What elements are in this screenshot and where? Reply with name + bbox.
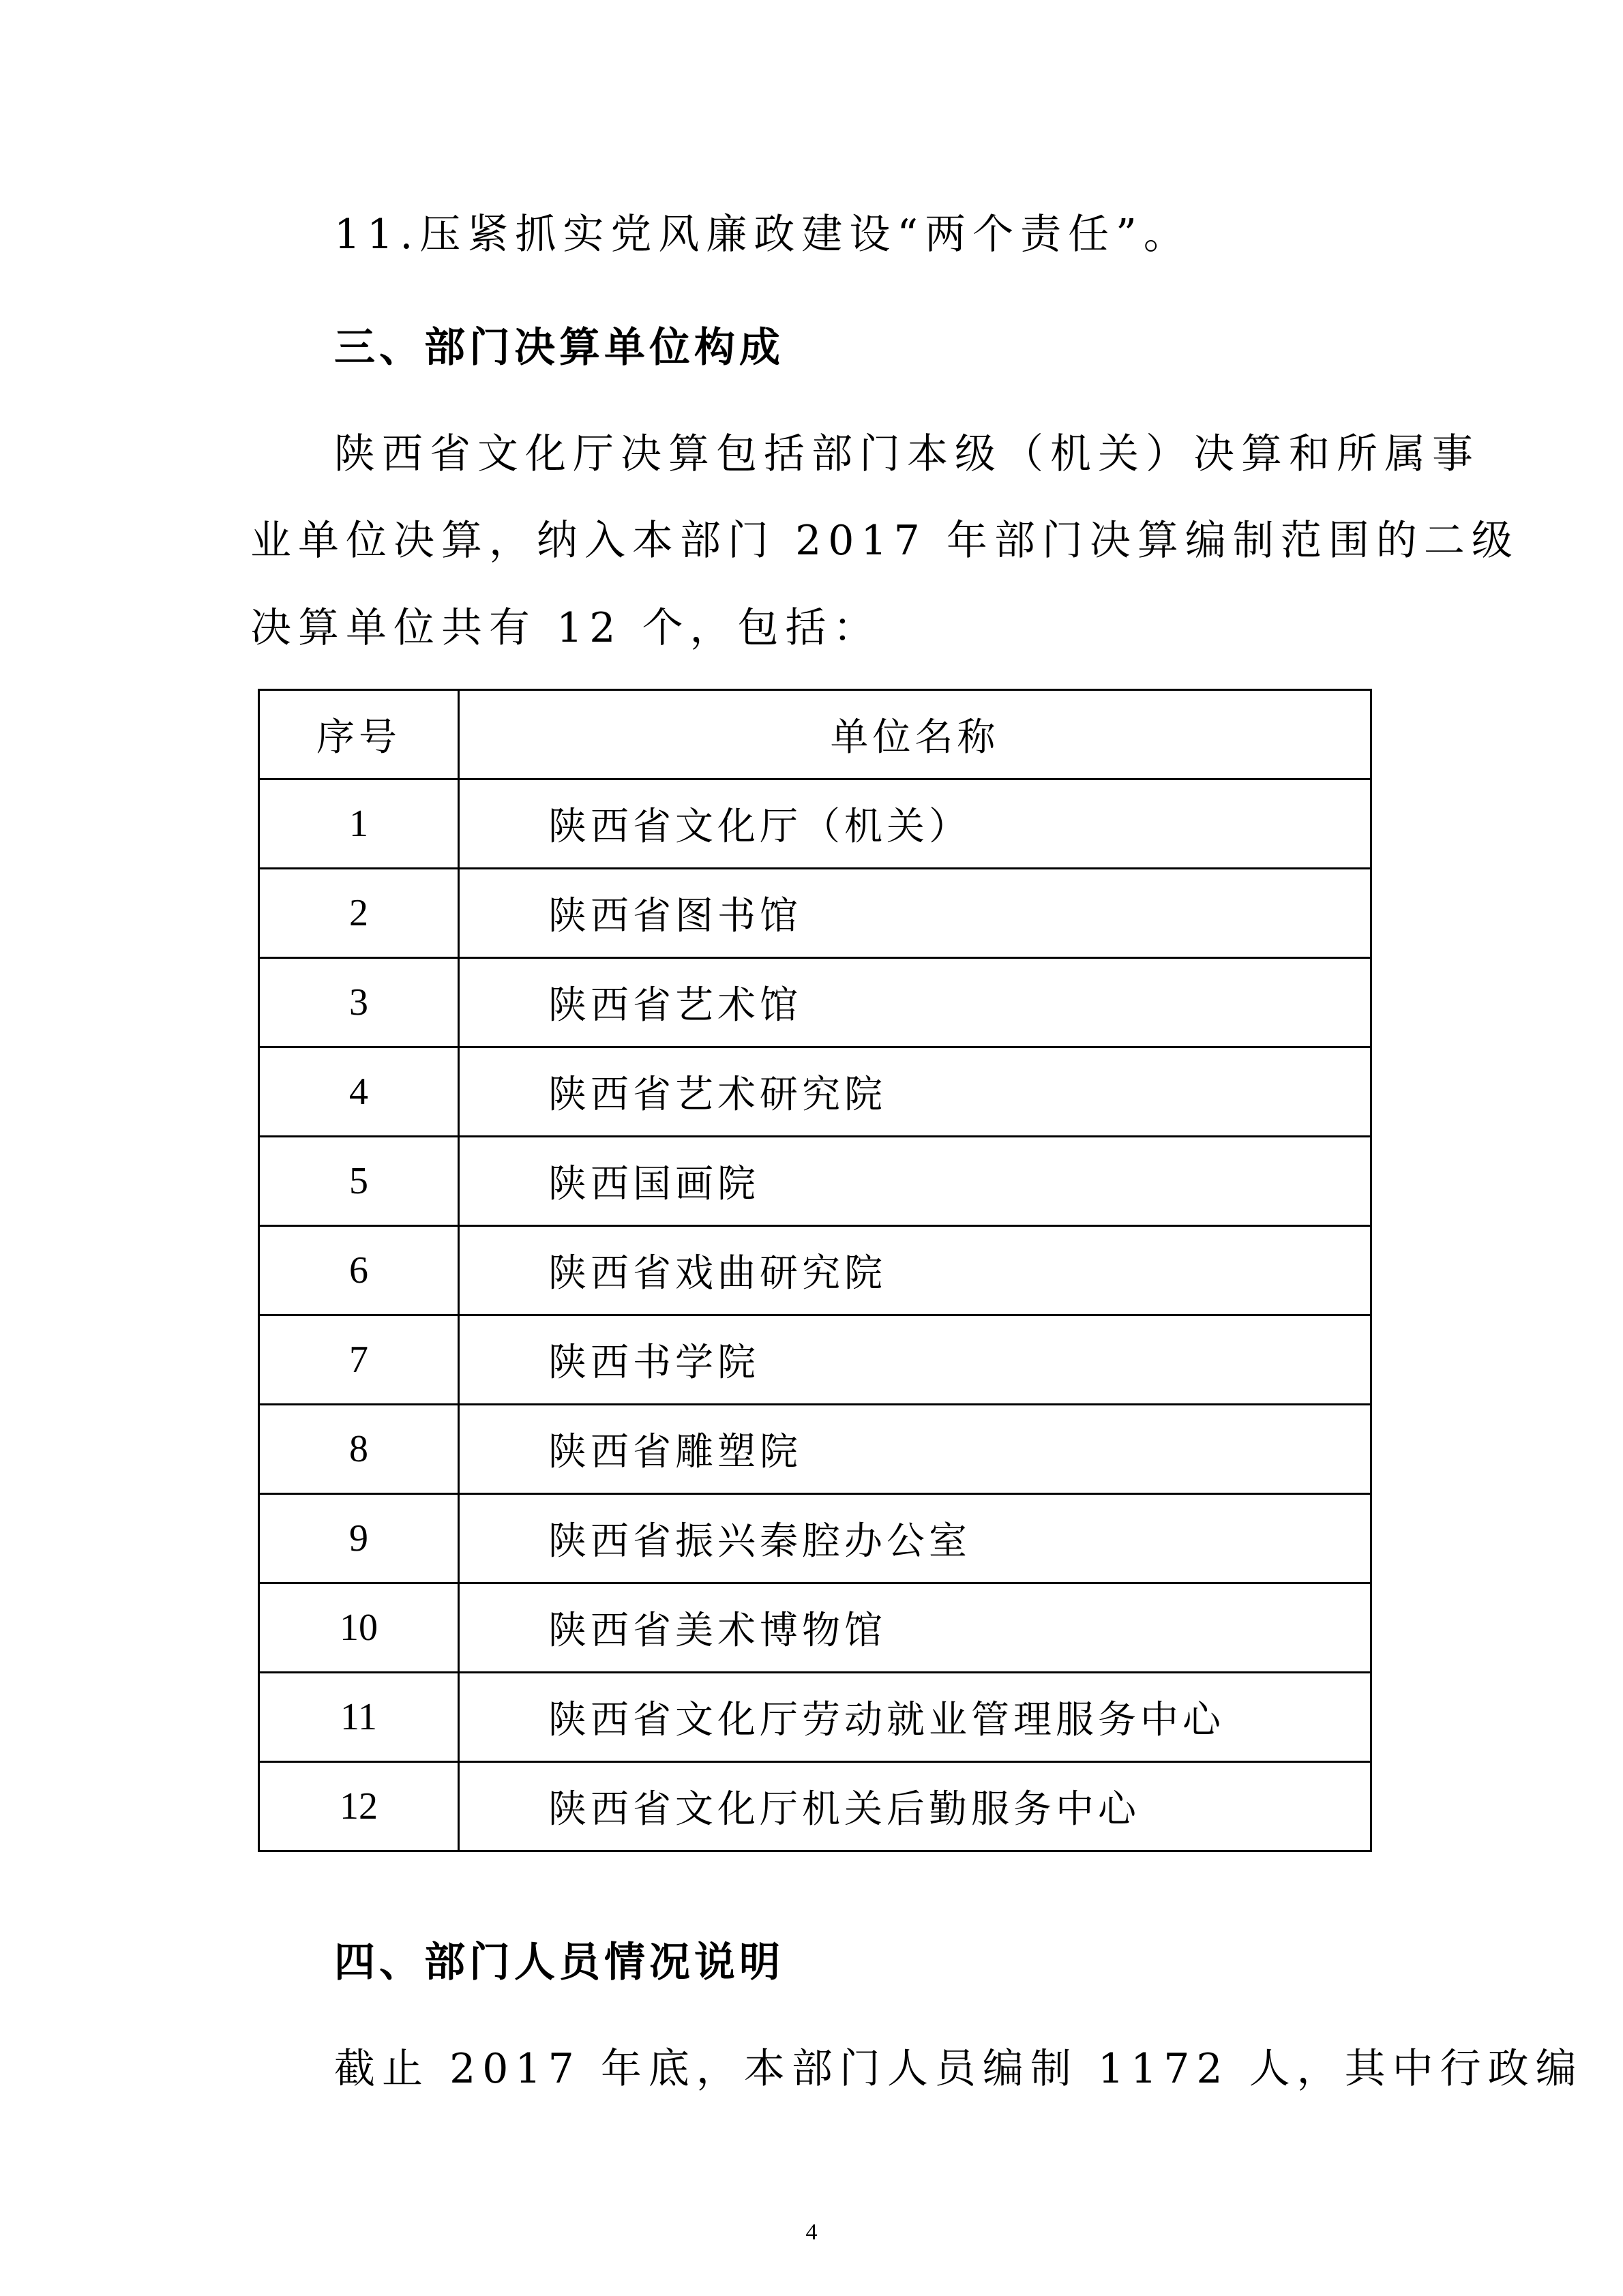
table-row bbox=[259, 1315, 1371, 1405]
units-table bbox=[258, 689, 1372, 1852]
unit-number-cell: 12 bbox=[259, 1762, 459, 1851]
paragraph-line: 业单位决算，纳入本部门 2017 年部门决算编制范围的二级 bbox=[250, 517, 1519, 565]
paragraph-line: 决算单位共有 12 个，包括： bbox=[250, 604, 881, 652]
unit-number-cell: 10 bbox=[259, 1583, 459, 1673]
list-item-11: 11.压紧抓实党风廉政建设“两个责任”。 bbox=[334, 211, 1191, 258]
unit-name-cell: 陕西省艺术馆 bbox=[459, 958, 1371, 1047]
table-row bbox=[259, 1405, 1371, 1494]
table-row bbox=[259, 1494, 1371, 1583]
unit-number-cell: 3 bbox=[259, 958, 459, 1047]
unit-name-cell: 陕西省图书馆 bbox=[459, 869, 1371, 958]
unit-name-cell: 陕西省文化厅（机关） bbox=[459, 779, 1371, 869]
unit-number-cell: 7 bbox=[259, 1315, 459, 1405]
table-row bbox=[259, 958, 1371, 1047]
section-heading-4: 四、部门人员情况说明 bbox=[334, 1939, 784, 1986]
paragraph-line: 陕西省文化厅决算包括部门本级（机关）决算和所属事 bbox=[334, 430, 1480, 478]
unit-name-cell: 陕西省雕塑院 bbox=[459, 1405, 1371, 1494]
unit-number-cell: 8 bbox=[259, 1405, 459, 1494]
page-number: 4 bbox=[805, 2220, 818, 2245]
unit-name-cell: 陕西书学院 bbox=[459, 1315, 1371, 1405]
unit-number-cell: 6 bbox=[259, 1226, 459, 1315]
unit-number-cell: 9 bbox=[259, 1494, 459, 1583]
unit-name-cell: 陕西国画院 bbox=[459, 1137, 1371, 1226]
table-row bbox=[259, 869, 1371, 958]
table-header-row bbox=[259, 690, 1371, 779]
column-header-unit-name: 单位名称 bbox=[459, 690, 1371, 779]
unit-name-cell: 陕西省戏曲研究院 bbox=[459, 1226, 1371, 1315]
table-row bbox=[259, 1226, 1371, 1315]
unit-number-cell: 1 bbox=[259, 779, 459, 869]
unit-name-cell: 陕西省文化厅机关后勤服务中心 bbox=[459, 1762, 1371, 1851]
unit-number-cell: 4 bbox=[259, 1047, 459, 1137]
table-row bbox=[259, 1583, 1371, 1673]
table-row bbox=[259, 1137, 1371, 1226]
unit-number-cell: 11 bbox=[259, 1673, 459, 1762]
unit-number-cell: 2 bbox=[259, 869, 459, 958]
unit-name-cell: 陕西省艺术研究院 bbox=[459, 1047, 1371, 1137]
unit-name-cell: 陕西省文化厅劳动就业管理服务中心 bbox=[459, 1673, 1371, 1762]
unit-name-cell: 陕西省振兴秦腔办公室 bbox=[459, 1494, 1371, 1583]
table-row bbox=[259, 1673, 1371, 1762]
table-row bbox=[259, 1762, 1371, 1851]
table-row bbox=[259, 779, 1371, 869]
unit-name-cell: 陕西省美术博物馆 bbox=[459, 1583, 1371, 1673]
table-row bbox=[259, 1047, 1371, 1137]
unit-number-cell: 5 bbox=[259, 1137, 459, 1226]
section-heading-3: 三、部门决算单位构成 bbox=[334, 324, 784, 372]
column-header-number: 序号 bbox=[259, 690, 459, 779]
paragraph-line: 截止 2017 年底，本部门人员编制 1172 人，其中行政编 bbox=[334, 2045, 1583, 2093]
